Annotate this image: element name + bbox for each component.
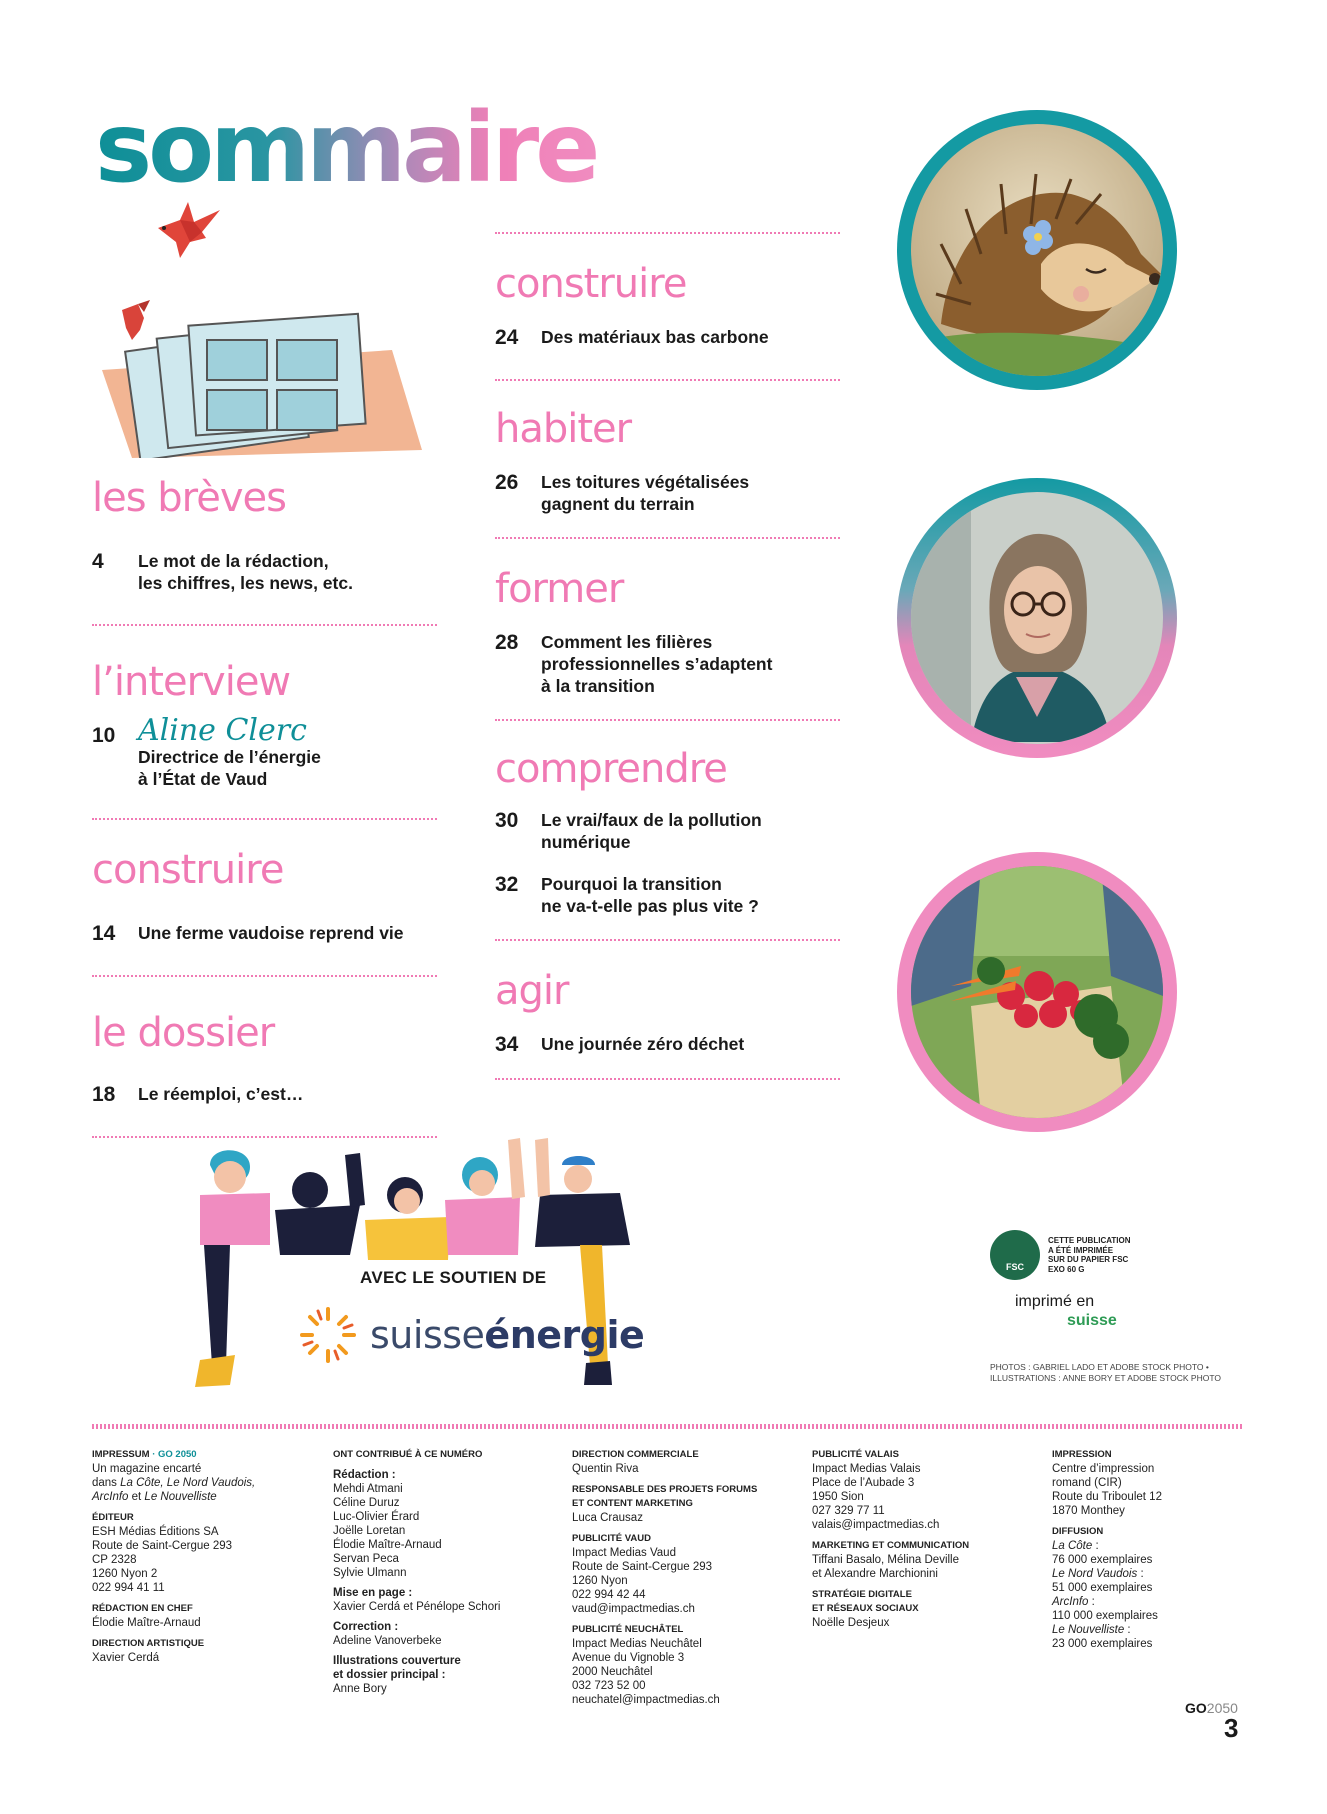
entry-title: Comment les filières professionnelles s’adaptent à la transition — [541, 632, 773, 697]
pub-vaud-line: 022 994 42 44 — [572, 1589, 646, 1601]
contributor: Joëlle Loretan — [333, 1525, 406, 1537]
impression-label: IMPRESSION — [1052, 1449, 1112, 1460]
vegetables-photo — [897, 852, 1177, 1132]
editeur-line: Route de Saint-Cergue 293 — [92, 1540, 233, 1552]
pub-valais-line: Impact Medias Valais — [812, 1463, 921, 1475]
printed-line-2: suisse — [1067, 1312, 1117, 1329]
page-number-footer: 3 — [1224, 1713, 1239, 1743]
intro-papers: La Côte, Le Nord Vaudois, — [120, 1477, 256, 1489]
page-number: 4 — [92, 550, 104, 573]
pub-valais-line: 1950 Sion — [812, 1491, 864, 1503]
toc-section-dossier — [92, 1010, 437, 1107]
toc-entry[interactable] — [495, 1033, 840, 1056]
pub-name: Le Nord Vaudois — [1052, 1568, 1138, 1580]
brand-part-2: énergie — [484, 1313, 645, 1357]
pub-neuchatel-label: PUBLICITÉ NEUCHÂTEL — [572, 1624, 684, 1635]
portrait-photo — [897, 478, 1177, 758]
section-heading: le dossier — [92, 1010, 275, 1057]
toc-entry[interactable] — [495, 809, 840, 853]
correction-label: Correction : — [333, 1621, 399, 1633]
pub-sep: : — [1092, 1540, 1099, 1552]
impressum-intro-1: Un magazine encarté — [92, 1463, 202, 1475]
divider — [495, 537, 840, 539]
toc-entry[interactable] — [92, 922, 437, 945]
divider — [495, 232, 840, 234]
section-heading: construire — [92, 847, 284, 893]
mep-label: Mise en page : — [333, 1587, 413, 1599]
impression-line: Centre d’impression — [1052, 1463, 1155, 1475]
impressum-col-1 — [92, 1448, 292, 1665]
impression-line: Route du Triboulet 12 — [1052, 1491, 1162, 1503]
toc-entry[interactable] — [92, 550, 437, 594]
pub-neuchatel-line: 032 723 52 00 — [572, 1680, 646, 1692]
contributor: Luc-Olivier Érard — [333, 1511, 420, 1523]
marketing-names: et Alexandre Marchionini — [812, 1568, 938, 1580]
toc-section-comprendre — [495, 746, 840, 917]
diffusion-pub — [1052, 1595, 1242, 1609]
pub-neuchatel-line: Impact Medias Neuchâtel — [572, 1638, 702, 1650]
toc-left-column — [92, 475, 437, 1138]
pub-vaud-email[interactable]: vaud@impactmedias.ch — [572, 1603, 695, 1615]
toc-entry[interactable] — [92, 713, 437, 790]
bird-illustration — [150, 198, 228, 264]
toc-right-column — [495, 232, 840, 1080]
illustrations-name: Anne Bory — [333, 1683, 387, 1695]
contributor: Céline Duruz — [333, 1497, 400, 1509]
contributor: Élodie Maître-Arnaud — [333, 1539, 442, 1551]
divider — [495, 379, 840, 381]
impressum-head: IMPRESSUM — [92, 1449, 150, 1460]
page-number: 24 — [495, 326, 519, 349]
pub-valais-line: Place de l’Aubade 3 — [812, 1477, 915, 1489]
impressum-col-4 — [812, 1448, 1022, 1630]
photo-credits: PHOTOS : GABRIEL LADO ET ADOBE STOCK PHOTO • ILLUSTRATIONS : ANNE BORY ET ADOBE STOCK PHOTO — [990, 1362, 1221, 1383]
marketing-names: Tiffani Basalo, Mélina Deville — [812, 1554, 960, 1566]
pub-vaud-label: PUBLICITÉ VAUD — [572, 1533, 651, 1544]
fsc-block — [990, 1230, 1131, 1280]
contributor: Sylvie Ulmann — [333, 1567, 407, 1579]
diffusion-count: 76 000 exemplaires — [1052, 1554, 1153, 1566]
mep-names: Xavier Cerdá et Pénélope Schori — [333, 1601, 501, 1613]
impressum-divider — [92, 1424, 1242, 1429]
page-number: 14 — [92, 922, 116, 945]
toc-entry[interactable] — [495, 631, 840, 697]
entry-title: Les toitures végétalisées gagnent du terrain — [541, 472, 750, 515]
fsc-logo — [990, 1230, 1040, 1280]
sun-icon — [298, 1305, 358, 1365]
contributor: Servan Peca — [333, 1553, 399, 1565]
pub-name: La Côte — [1052, 1540, 1093, 1552]
dc-name: Quentin Riva — [572, 1463, 639, 1475]
pub-neuchatel-line: 2000 Neuchâtel — [572, 1666, 653, 1678]
page-title: sommaire — [95, 92, 597, 204]
diffusion-label: DIFFUSION — [1052, 1526, 1104, 1537]
toc-section-breves — [92, 475, 437, 594]
diffusion-count: 23 000 exemplaires — [1052, 1638, 1153, 1650]
impressum-col-3 — [572, 1448, 782, 1707]
editeur-line: CP 2328 — [92, 1554, 137, 1566]
entry-title: Pourquoi la transition ne va-t-elle pas plus vite ? — [541, 874, 759, 917]
entry-title: Le réemploi, c’est… — [138, 1084, 304, 1105]
intro-paper: ArcInfo — [92, 1491, 129, 1503]
divider — [495, 939, 840, 941]
pub-sep: : — [1137, 1568, 1144, 1580]
toc-section-construire — [92, 847, 437, 945]
impressum-heading — [92, 1448, 292, 1462]
editeur-line: ESH Médias Éditions SA — [92, 1526, 219, 1538]
entry-title: Une journée zéro déchet — [541, 1034, 745, 1055]
suisseenergie-logo[interactable] — [298, 1305, 644, 1365]
divider — [495, 1078, 840, 1080]
redaction-label: RÉDACTION EN CHEF — [92, 1603, 193, 1614]
rp-label: RESPONSABLE DES PROJETS FORUMS — [572, 1484, 758, 1495]
impression-line: romand (CIR) — [1052, 1477, 1122, 1489]
pub-name: Le Nouvelliste — [1052, 1624, 1125, 1636]
section-heading: comprendre — [495, 746, 727, 793]
page-number: 34 — [495, 1033, 519, 1057]
dc-label: DIRECTION COMMERCIALE — [572, 1449, 699, 1460]
pub-neuchatel-line: Avenue du Vignoble 3 — [572, 1652, 685, 1664]
toc-entry[interactable] — [92, 1083, 437, 1106]
toc-entry[interactable] — [495, 873, 840, 917]
editeur-line: 1260 Nyon 2 — [92, 1568, 158, 1580]
support-label: AVEC LE SOUTIEN DE — [360, 1268, 547, 1287]
pub-valais-email[interactable]: valais@impactmedias.ch — [812, 1519, 940, 1531]
entry-title: Directrice de l’énergie à l’État de Vaud — [138, 747, 321, 789]
impressum-intro-2 — [92, 1476, 292, 1490]
diffusion-pub — [1052, 1567, 1242, 1581]
pub-sep: : — [1124, 1624, 1131, 1636]
section-heading: les brèves — [92, 475, 286, 521]
section-heading: former — [495, 566, 624, 613]
entry-title: Le mot de la rédaction, les chiffres, les news, etc. — [138, 551, 353, 593]
illustrations-label: Illustrations couverture — [333, 1655, 461, 1667]
rp-name: Luca Crausaz — [572, 1512, 643, 1524]
entry-title: Le vrai/faux de la pollution numérique — [541, 810, 762, 853]
pub-neuchatel-email[interactable]: neuchatel@impactmedias.ch — [572, 1694, 720, 1706]
pub-name: ArcInfo — [1052, 1596, 1089, 1608]
redaction-label: Rédaction : — [333, 1469, 396, 1481]
fsc-text: CETTE PUBLICATION A ÉTÉ IMPRIMÉE SUR DU PAPIER FSC EXO 60 G — [1048, 1236, 1131, 1274]
pub-vaud-line: 1260 Nyon — [572, 1575, 628, 1587]
redaction-name: Élodie Maître-Arnaud — [92, 1617, 201, 1629]
page-number: 32 — [495, 873, 519, 897]
section-heading: agir — [495, 968, 569, 1015]
correction-name: Adeline Vanoverbeke — [333, 1635, 442, 1647]
page-number: 30 — [495, 809, 519, 833]
windows-illustration — [92, 300, 452, 458]
diffusion-count: 51 000 exemplaires — [1052, 1582, 1153, 1594]
entry-title: Une ferme vaudoise reprend vie — [138, 923, 404, 943]
editeur-line: 022 994 41 11 — [92, 1582, 165, 1594]
impressum-intro-3 — [92, 1490, 292, 1504]
toc-section-agir — [495, 968, 840, 1057]
divider — [92, 624, 437, 626]
divider — [92, 975, 437, 977]
printed-in-switzerland — [1015, 1292, 1117, 1330]
section-heading: construire — [495, 261, 687, 307]
editeur-label: ÉDITEUR — [92, 1512, 134, 1523]
contributor: Mehdi Atmani — [333, 1483, 403, 1495]
impressum-col-2 — [333, 1448, 533, 1696]
rp-label-2: ET CONTENT MARKETING — [572, 1498, 693, 1509]
toc-entry[interactable] — [495, 471, 840, 515]
diffusion-count: 110 000 exemplaires — [1052, 1610, 1158, 1622]
divider — [92, 818, 437, 820]
digital-name: Noëlle Desjeux — [812, 1617, 890, 1629]
page-number: 26 — [495, 471, 519, 495]
toc-entry[interactable] — [495, 326, 840, 349]
intro-and: et — [128, 1491, 145, 1503]
impressum-col-5 — [1052, 1448, 1242, 1651]
diffusion-pub — [1052, 1539, 1242, 1553]
pub-valais-label: PUBLICITÉ VALAIS — [812, 1449, 899, 1460]
pub-sep: : — [1088, 1596, 1095, 1608]
digital-label: STRATÉGIE DIGITALE — [812, 1589, 912, 1600]
toc-section-interview — [92, 659, 437, 790]
toc-section-construire-2 — [495, 261, 840, 349]
printed-line-1: imprimé en — [1015, 1293, 1095, 1310]
contributors-heading: ONT CONTRIBUÉ À CE NUMÉRO — [333, 1449, 483, 1460]
section-heading: habiter — [495, 406, 632, 453]
toc-section-former — [495, 566, 840, 697]
impressum-brand: · GO 2050 — [152, 1449, 197, 1460]
footer-brand-light: 2050 — [1206, 1700, 1238, 1716]
divider — [495, 719, 840, 721]
impression-line: 1870 Monthey — [1052, 1505, 1125, 1517]
pub-valais-line: 027 329 77 11 — [812, 1505, 885, 1517]
signature: Aline Clerc — [138, 713, 307, 748]
page-number: 28 — [495, 631, 519, 655]
fsc-logo-text: FSC — [1006, 1262, 1024, 1272]
intro-paper: Le Nouvelliste — [144, 1491, 217, 1503]
brand-part-1: suisse — [370, 1313, 485, 1357]
pub-vaud-line: Route de Saint-Cergue 293 — [572, 1561, 713, 1573]
intro-text: dans — [92, 1477, 121, 1489]
da-name: Xavier Cerdá — [92, 1652, 160, 1664]
diffusion-pub — [1052, 1623, 1242, 1637]
page-number: 10 — [92, 724, 116, 747]
footer-brand-bold: GO — [1185, 1700, 1207, 1716]
digital-label-2: ET RÉSEAUX SOCIAUX — [812, 1603, 919, 1614]
da-label: DIRECTION ARTISTIQUE — [92, 1638, 205, 1649]
entry-title: Des matériaux bas carbone — [541, 327, 769, 347]
section-heading: l’interview — [92, 659, 291, 705]
page-number: 18 — [92, 1083, 116, 1107]
toc-section-habiter — [495, 406, 840, 515]
pub-vaud-line: Impact Medias Vaud — [572, 1547, 676, 1559]
illustrations-label-2: et dossier principal : — [333, 1669, 446, 1681]
hedgehog-photo — [897, 110, 1177, 390]
marketing-label: MARKETING ET COMMUNICATION — [812, 1540, 970, 1551]
